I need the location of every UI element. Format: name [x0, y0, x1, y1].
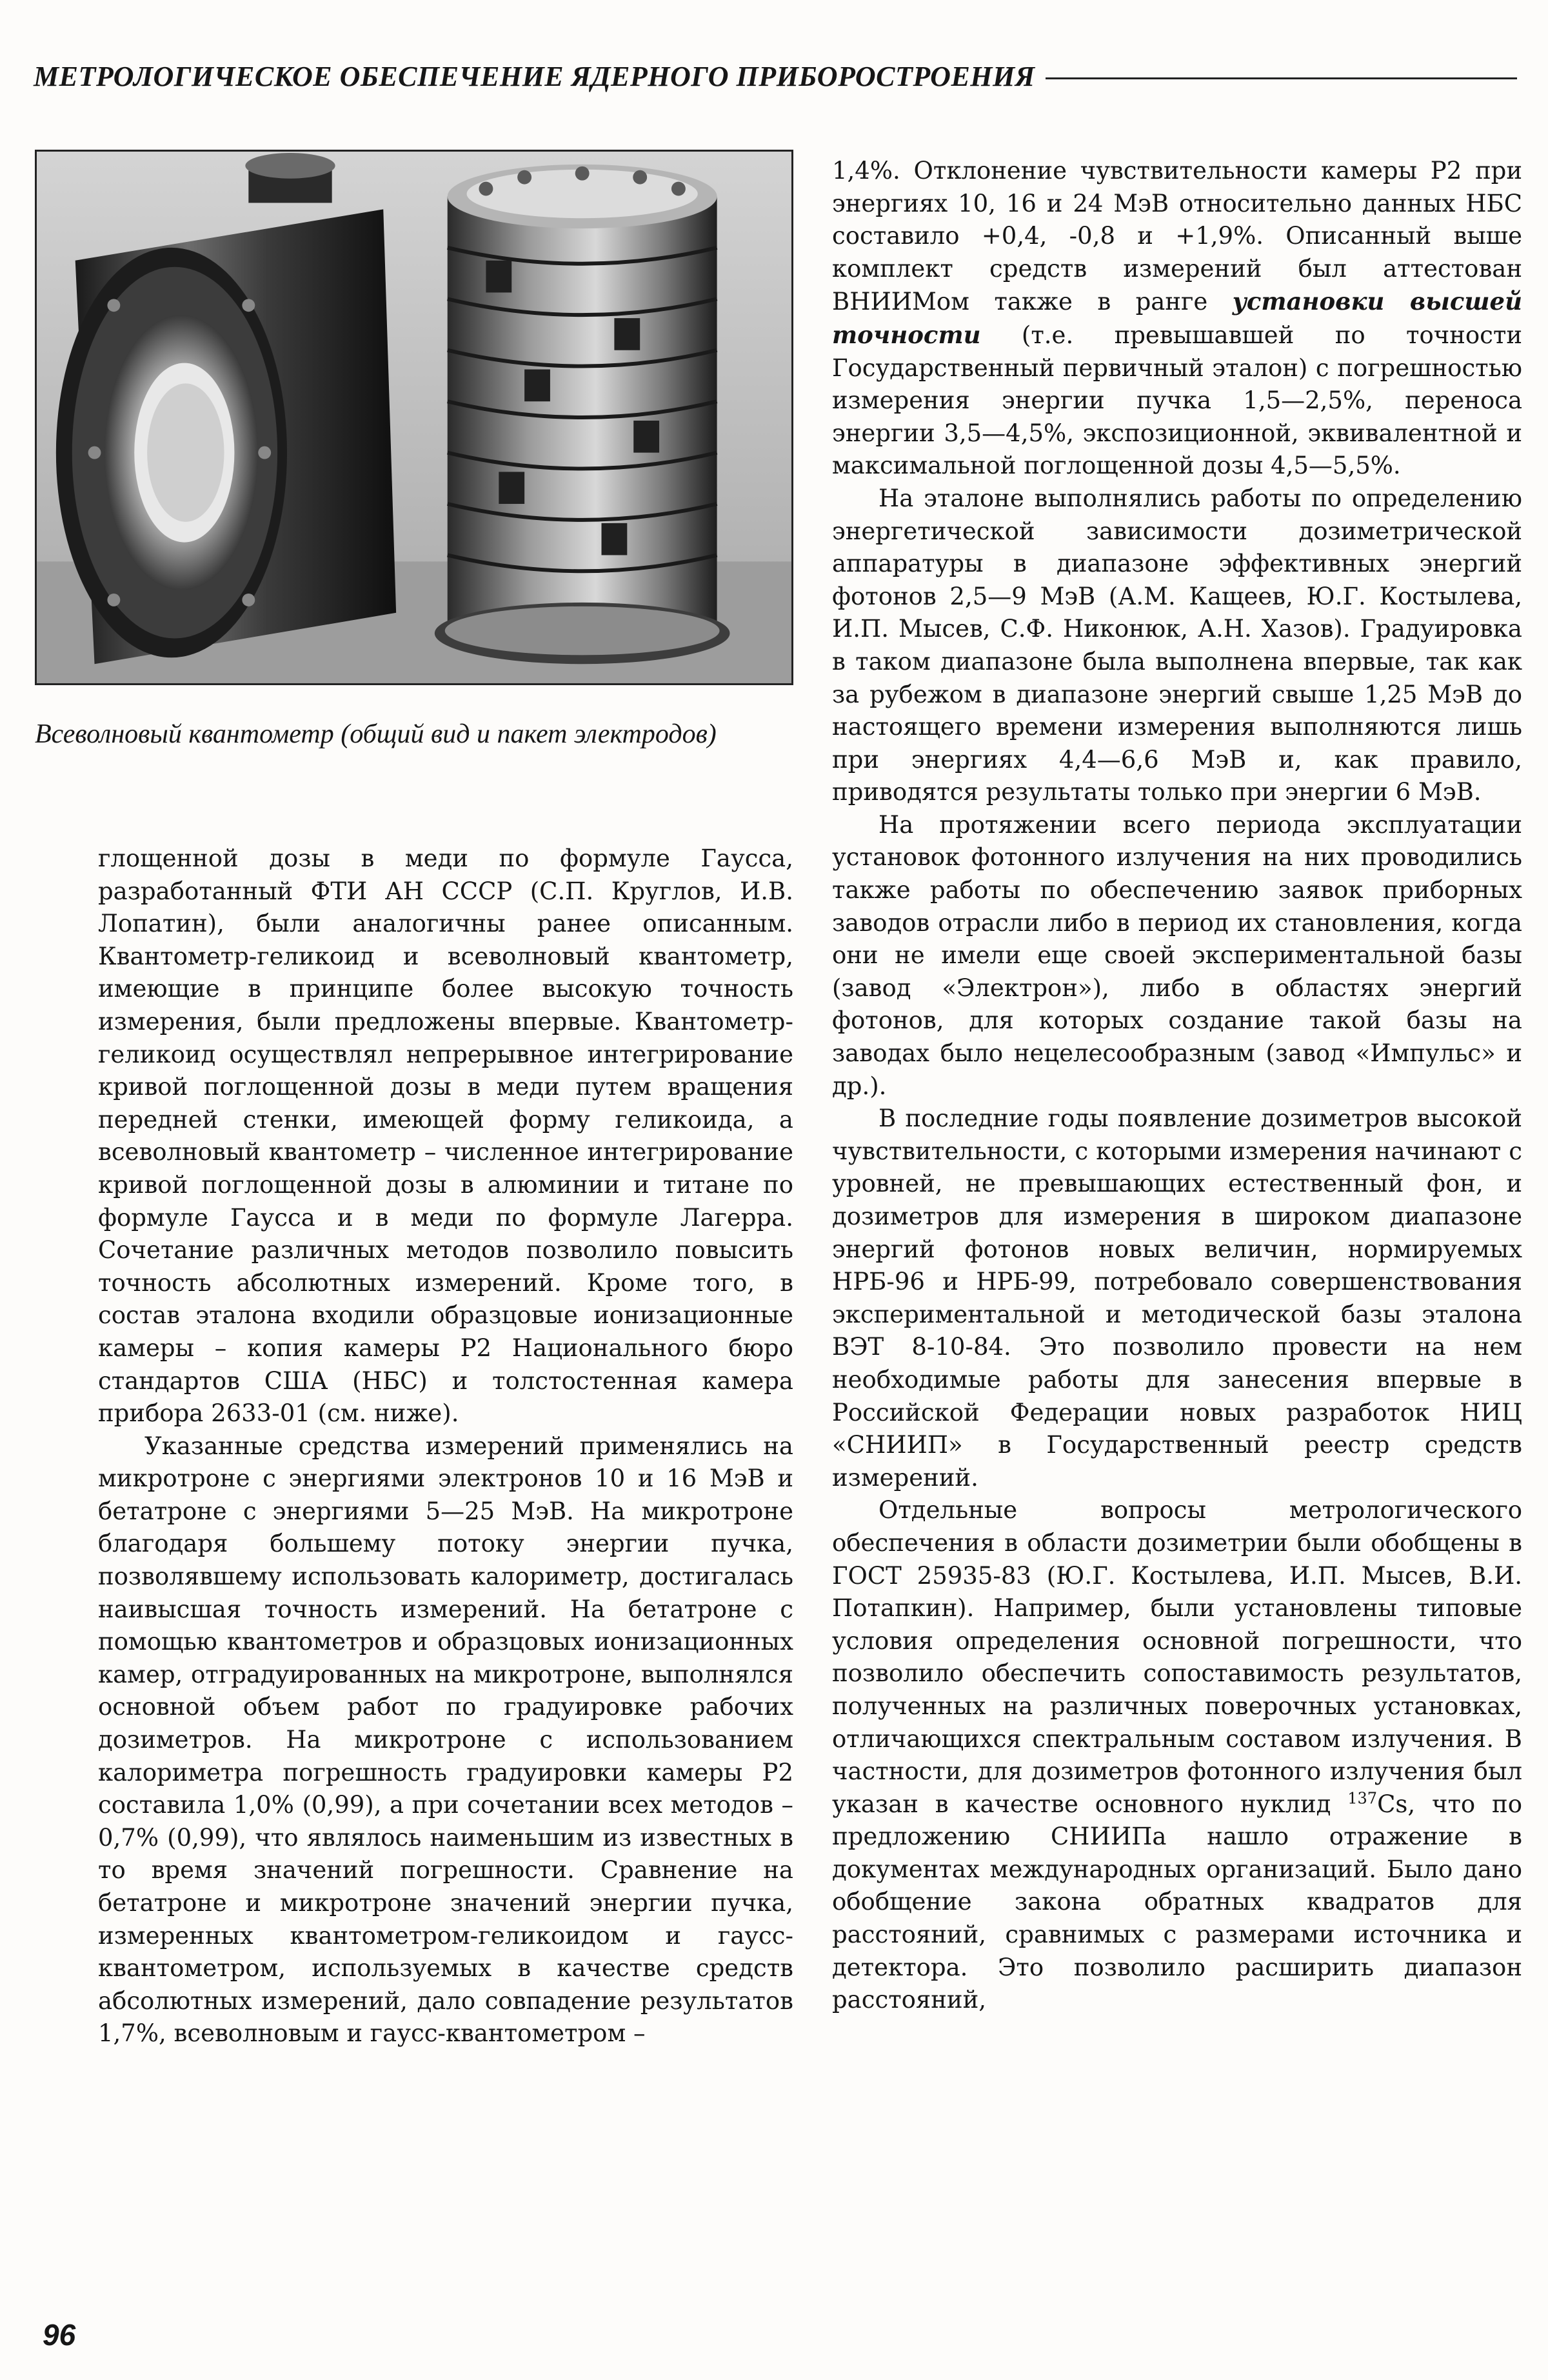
quantometer-photo: [37, 152, 791, 683]
left-column: [98, 843, 793, 2050]
right-paragraph-2: На эталоне выполнялись работы по определению энергетической зависимости дозиметрической аппаратуры в диапазоне эффективных энергий фотонов 2,5—9 МэВ (А.М. Кащеев, Ю.Г. Костылева, И.П. Мысев, С.Ф. Никонюк, А.Н. Хазов). Градуировка в таком диапазоне была выполнена впервые, так как за рубежом в диапазоне энергий свыше 1,25 МэВ до настоящего времени измерения выполняются лишь при энергиях 4,4—6,6 МэВ и, как правило, приводятся результаты только при энергии 6 МэВ.: [832, 484, 1522, 806]
figure-caption: Всеволновый квантометр (общий вид и пакет электродов): [35, 719, 717, 749]
running-header-title: МЕТРОЛОГИЧЕСКОЕ ОБЕСПЕЧЕНИЕ ЯДЕРНОГО ПРИБОРОСТРОЕНИЯ: [34, 60, 1035, 92]
left-paragraph-1: глощенной дозы в меди по формуле Гаусса, разработанный ФТИ АН СССР (С.П. Круглов, И.В. Лопатин), были аналогичны ранее описанным. Квантометр-геликоид и всеволновый квантометр, имеющие в принципе более высокую точность измерения, были предложены впервые. Квантометр-геликоид осуществлял непрерывное интегрирование кривой поглощенной дозы в меди путем вращения передней стенки, имеющей форму геликоида, а всеволновый квантометр – численное интегрирование кривой поглощенной дозы в алюминии и титане по формуле Гаусса и в меди по формуле Лагерра. Сочетание различных методов позволило повысить точность абсолютных измерений. Кроме того, в состав эталона входили образцовые ионизационные камеры – копия камеры Р2 Национального бюро стандартов США (НБС) и толстостенная камера прибора 2633-01 (см. ниже).: [98, 845, 793, 1428]
right-paragraph-3: На протяжении всего периода эксплуатации установок фотонного излучения на них проводились также работы по обеспечению заявок приборных заводов отрасли либо в период их становления, когда они не имели еще своей экспериментальной базы (завод «Электрон»), либо в областях энергий фотонов, для которых создание такой базы на заводах было нецелесообразным (завод «Импульс» и др.).: [832, 810, 1522, 1100]
right-paragraph-5-text-a: Отдельные вопросы метрологического обеспечения в области дозиметрии были обобщены в ГОСТ 25935-83 (Ю.Г. Костылева, И.П. Мысев, В.И. Потапкин). Например, были установлены типовые условия определения основной погрешности, что позволило обеспечить сопоставимость результатов, полученных на различных поверочных установках, отличающихся спектральным составом излучения. В частности, для дозиметров фотонного излучения был указан в качестве основного нуклид: [832, 1496, 1522, 1818]
right-paragraph-5: [832, 1494, 1522, 2017]
right-paragraph-1-text-b: (т.е. превышавшей по точности Государственный первичный эталон) с погрешностью измерения энергии пучка 1,5—2,5%, переноса энергии 3,5—4,5%, экспозиционной, эквивалентной и максимальной поглощенной дозы 4,5—5,5%.: [832, 321, 1522, 480]
header-rule: [1046, 77, 1517, 79]
isotope-symbol: Cs: [1377, 1790, 1408, 1818]
running-header: [34, 57, 1517, 95]
left-paragraph-2: Указанные средства измерений применялись на микротроне с энергиями электронов 10 и 16 МэВ и бетатроне с энергиями 5—25 МэВ. На микротроне благодаря большему потоку энергии пучка, позволявшему использовать калориметр, достигалась наивысшая точность измерений. На бетатроне с помощью квантометров и образцовых ионизационных камер, отградуированных на микротроне, выполнялся основной объем работ по градуировке рабочих дозиметров. На микротроне с использованием калориметра погрешность градуировки камеры Р2 составила 1,0% (0,99), а при сочетании всех методов – 0,7% (0,99), что являлось наименьшим из известных в то время значений погрешности. Сравнение на бетатроне и микротроне значений энергии пучка, измеренных квантометром-геликоидом и гаусс-квантометром, используемых в качестве средств абсолютных измерений, дало совпадение результатов 1,7%, всеволновым и гаусс-квантометром –: [98, 1432, 793, 2048]
page-number: 96: [43, 2318, 76, 2352]
emphasis-highest-accuracy: установки высшей точности: [832, 287, 1522, 349]
right-paragraph-5-text-b: , что по предложению СНИИПа нашло отражение в документах международных организаций. Было дано обобщение закона обратных квадратов для расстояний, сравнимых с размерами источника и детектора. Это позволило расширить диапазон расстояний,: [832, 1790, 1522, 2014]
right-column: [832, 155, 1522, 2017]
right-paragraph-4: В последние годы появление дозиметров высокой чувствительности, с которыми измерения начинают с уровней, не превышающих естественный фон, и дозиметров для измерения в широком диапазоне энергий фотонов новых величин, нормируемых НРБ-96 и НРБ-99, потребовало совершенствования экспериментальной и методической базы эталона ВЭТ 8-10-84. Это позволило провести на нем необходимые работы для занесения впервые в Российской Федерации новых разработок НИЦ «СНИИП» в Государственный реестр средств измерений.: [832, 1105, 1522, 1492]
right-paragraph-1: [832, 155, 1522, 483]
right-paragraph-1-text-a: 1,4%. Отклонение чувствительности камеры Р2 при энергиях 10, 16 и 24 МэВ относительно данных НБС составило +0,4, -0,8 и +1,9%. Описанный выше комплект средств измерений был аттестован ВНИИМом также в ранге: [832, 157, 1522, 316]
figure-photo: [35, 150, 793, 685]
isotope-mass-number: 137: [1347, 1789, 1378, 1808]
